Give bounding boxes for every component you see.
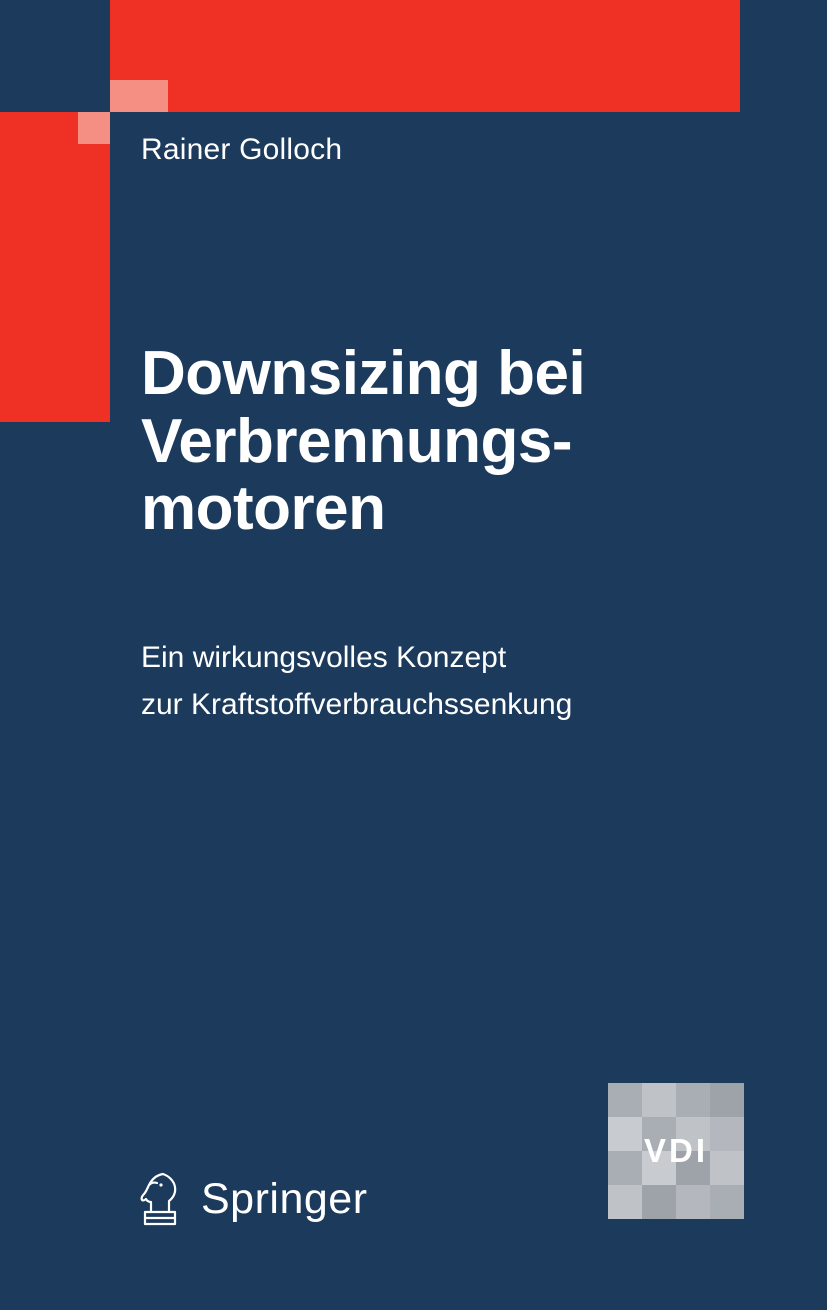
decorative-pink-square-upper bbox=[110, 80, 168, 112]
vdi-logo-text: VDI bbox=[643, 1132, 708, 1169]
subtitle-line: Ein wirkungsvolles Konzept bbox=[141, 641, 507, 674]
subtitle-line: zur Kraftstoffverbrauchssenkung bbox=[141, 687, 573, 721]
decorative-red-top-bar bbox=[110, 0, 740, 112]
publisher-logo bbox=[133, 1168, 368, 1230]
decorative-red-left-block bbox=[0, 112, 110, 422]
publisher-name: Springer bbox=[201, 1174, 368, 1223]
vdi-logo bbox=[608, 1083, 744, 1219]
decorative-pink-square-lower bbox=[78, 112, 110, 144]
title-line: motoren bbox=[141, 474, 386, 544]
author-name: Rainer Golloch bbox=[141, 133, 343, 166]
springer-horse-icon bbox=[133, 1168, 187, 1230]
title-line: Verbrennungs- bbox=[141, 406, 573, 476]
title-line: Downsizing bei bbox=[141, 339, 586, 408]
book-title bbox=[141, 340, 781, 543]
book-subtitle bbox=[141, 635, 781, 728]
